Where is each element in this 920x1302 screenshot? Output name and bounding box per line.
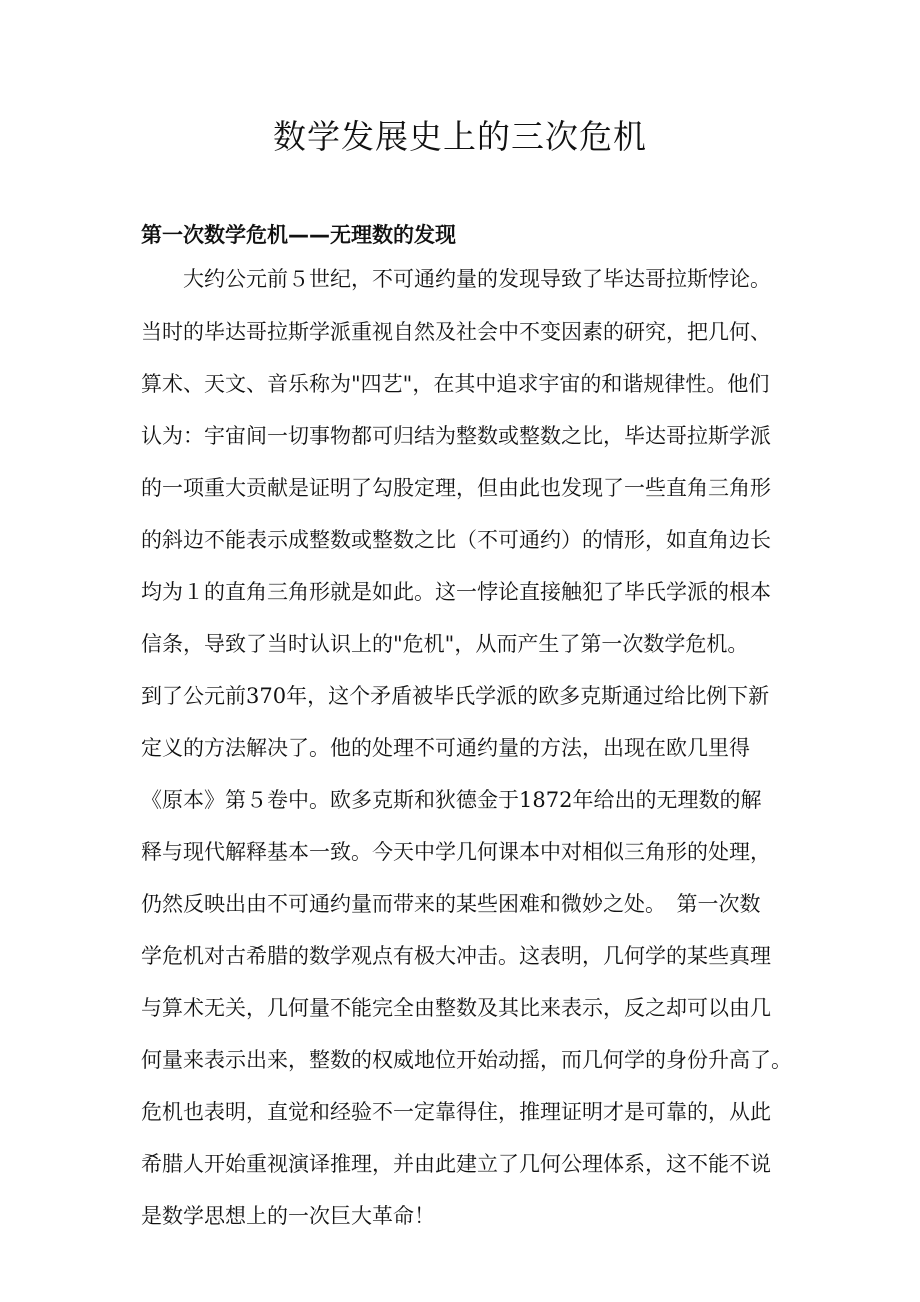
- body-line: 学危机对古希腊的数学观点有极大冲击。这表明，几何学的某些真理: [141, 944, 771, 968]
- body-line: 的一项重大贡献是证明了勾股定理，但由此也发现了一些直角三角形: [141, 476, 771, 500]
- body-line: 均为１的直角三角形就是如此。这一悖论直接触犯了毕氏学派的根本: [141, 580, 771, 604]
- section-heading: 第一次数学危机——无理数的发现: [141, 223, 456, 247]
- body-line: 到了公元前370年，这个矛盾被毕氏学派的欧多克斯通过给比例下新: [141, 684, 770, 708]
- body-line: 释与现代解释基本一致。今天中学几何课本中对相似三角形的处理，: [141, 840, 771, 864]
- body-line: 《原本》第５卷中。欧多克斯和狄德金于1872年给出的无理数的解: [141, 788, 762, 812]
- body-line: 的斜边不能表示成整数或整数之比（不可通约）的情形，如直角边长: [141, 528, 771, 552]
- body-line: 何量来表示出来，整数的权威地位开始动摇，而几何学的身份升高了。: [141, 1048, 792, 1072]
- body-line: 希腊人开始重视演译推理，并由此建立了几何公理体系，这不能不说: [141, 1152, 771, 1176]
- body-line: 信条，导致了当时认识上的"危机"，从而产生了第一次数学危机。: [141, 632, 749, 656]
- document-title: 数学发展史上的三次危机: [273, 117, 647, 156]
- body-line: 与算术无关，几何量不能完全由整数及其比来表示，反之却可以由几: [141, 996, 771, 1020]
- body-line: 仍然反映出由不可通约量而带来的某些困难和微妙之处。 第一次数: [141, 892, 761, 916]
- body-line: 认为：宇宙间一切事物都可归结为整数或整数之比，毕达哥拉斯学派: [141, 424, 771, 448]
- body-line: 危机也表明，直觉和经验不一定靠得住，推理证明才是可靠的，从此: [141, 1100, 771, 1124]
- body-line: 当时的毕达哥拉斯学派重视自然及社会中不变因素的研究，把几何、: [141, 320, 771, 344]
- body-line: 定义的方法解决了。他的处理不可通约量的方法，出现在欧几里得: [141, 736, 750, 760]
- body-line: 算术、天文、音乐称为"四艺"，在其中追求宇宙的和谐规律性。他们: [141, 372, 770, 396]
- body-line: 大约公元前５世纪，不可通约量的发现导致了毕达哥拉斯悖论。: [183, 267, 771, 291]
- body-line: 是数学思想上的一次巨大革命！: [141, 1204, 435, 1228]
